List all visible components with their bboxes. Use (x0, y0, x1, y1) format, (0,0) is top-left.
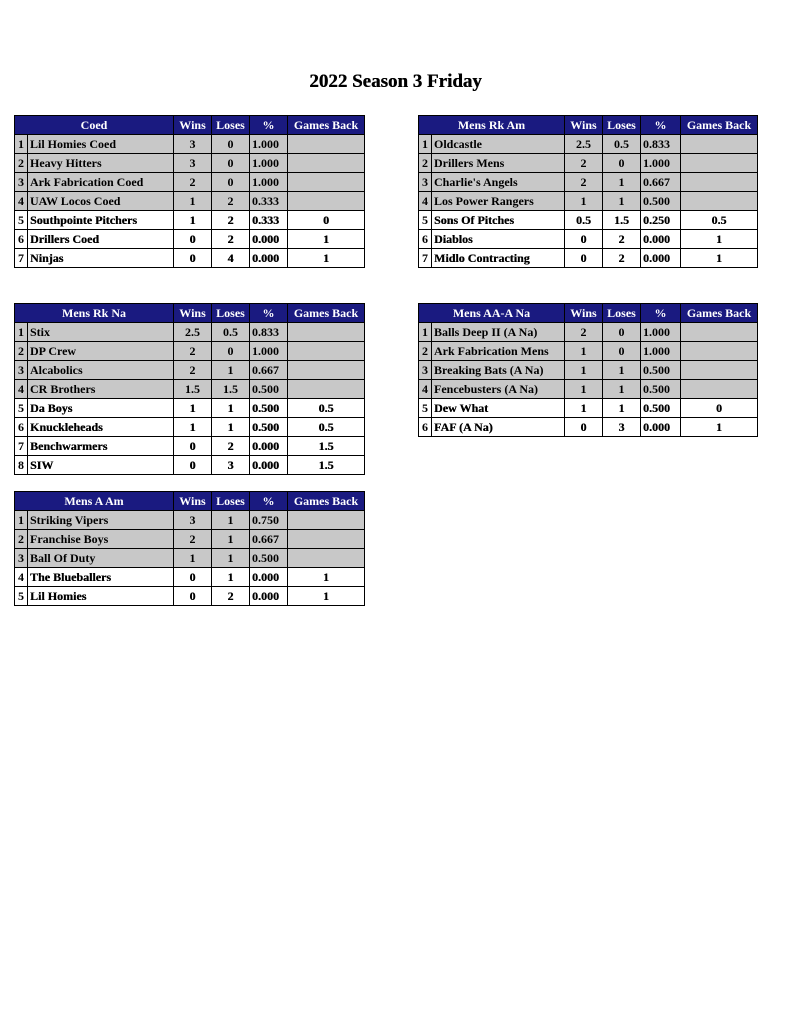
table-row (419, 211, 758, 230)
games-back-cell (288, 135, 365, 154)
team-name-cell: Ark Fabrication Coed (28, 173, 174, 192)
pct-cell: 0.667 (250, 530, 288, 549)
wins-header: Wins (174, 492, 212, 511)
wins-cell: 0 (174, 587, 212, 606)
division-name: Mens AA-A Na (419, 304, 565, 323)
table-row (419, 135, 758, 154)
table-row (419, 323, 758, 342)
loses-header: Loses (212, 116, 250, 135)
pct-cell: 0.500 (641, 399, 681, 418)
wins-cell: 3 (174, 511, 212, 530)
pct-cell: 0.333 (250, 211, 288, 230)
games-back-cell: 0 (288, 211, 365, 230)
team-name-cell: Ball Of Duty (28, 549, 174, 568)
loses-cell: 0 (603, 154, 641, 173)
team-name-cell: Striking Vipers (28, 511, 174, 530)
team-name-cell: Southpointe Pitchers (28, 211, 174, 230)
games-back-cell (288, 361, 365, 380)
pct-cell: 1.000 (250, 154, 288, 173)
rank-cell: 2 (15, 530, 28, 549)
loses-cell: 1 (603, 192, 641, 211)
games-back-cell (681, 361, 758, 380)
loses-cell: 1 (212, 399, 250, 418)
loses-cell: 0 (212, 173, 250, 192)
loses-cell: 1 (212, 568, 250, 587)
table-header-row (15, 304, 365, 323)
rank-cell: 1 (15, 135, 28, 154)
games-back-cell: 0.5 (681, 211, 758, 230)
rank-cell: 1 (15, 511, 28, 530)
pct-cell: 0.000 (250, 230, 288, 249)
pct-cell: 0.500 (250, 418, 288, 437)
wins-cell: 3 (174, 135, 212, 154)
table-row (15, 511, 365, 530)
loses-cell: 0 (212, 135, 250, 154)
games-back-cell: 1 (288, 568, 365, 587)
games-back-header: Games Back (681, 116, 758, 135)
pct-cell: 0.000 (250, 437, 288, 456)
games-back-cell: 0 (681, 399, 758, 418)
table-row (15, 154, 365, 173)
team-name-cell: The Blueballers (28, 568, 174, 587)
wins-header: Wins (565, 116, 603, 135)
table-row (419, 192, 758, 211)
pct-cell: 0.500 (641, 380, 681, 399)
loses-cell: 1 (212, 530, 250, 549)
loses-cell: 0.5 (212, 323, 250, 342)
division-name: Mens Rk Am (419, 116, 565, 135)
team-name-cell: UAW Locos Coed (28, 192, 174, 211)
wins-cell: 2 (565, 323, 603, 342)
pct-cell: 0.333 (250, 192, 288, 211)
wins-cell: 1 (174, 399, 212, 418)
table-row (15, 342, 365, 361)
team-name-cell: Ark Fabrication Mens (432, 342, 565, 361)
standings-table-mens-rk-na (14, 303, 365, 475)
team-name-cell: Da Boys (28, 399, 174, 418)
rank-cell: 2 (419, 154, 432, 173)
pct-header: % (250, 492, 288, 511)
page-title: 2022 Season 3 Friday (309, 71, 482, 92)
pct-cell: 0.000 (250, 249, 288, 268)
team-name-cell: Charlie's Angels (432, 173, 565, 192)
rank-cell: 7 (419, 249, 432, 268)
loses-cell: 1 (603, 399, 641, 418)
wins-cell: 2 (174, 173, 212, 192)
wins-cell: 0 (174, 230, 212, 249)
team-name-cell: Fencebusters (A Na) (432, 380, 565, 399)
games-back-header: Games Back (288, 116, 365, 135)
team-name-cell: Alcabolics (28, 361, 174, 380)
table-header-row (419, 116, 758, 135)
team-name-cell: Midlo Contracting (432, 249, 565, 268)
division-name: Mens A Am (15, 492, 174, 511)
table-header-row (15, 116, 365, 135)
rank-cell: 5 (15, 399, 28, 418)
table-row (15, 192, 365, 211)
games-back-cell (288, 154, 365, 173)
loses-cell: 0 (212, 342, 250, 361)
wins-cell: 2.5 (565, 135, 603, 154)
games-back-cell: 0.5 (288, 418, 365, 437)
team-name-cell: Los Power Rangers (432, 192, 565, 211)
games-back-cell (681, 192, 758, 211)
pct-header: % (641, 304, 681, 323)
table-row (15, 249, 365, 268)
games-back-cell: 1.5 (288, 437, 365, 456)
games-back-header: Games Back (288, 492, 365, 511)
rank-cell: 4 (15, 568, 28, 587)
wins-cell: 0.5 (565, 211, 603, 230)
pct-cell: 0.500 (250, 380, 288, 399)
wins-cell: 1 (565, 380, 603, 399)
table-row (15, 173, 365, 192)
wins-cell: 2 (174, 342, 212, 361)
standings-table-mens-aa-a-na (418, 303, 758, 437)
rank-cell: 6 (15, 230, 28, 249)
standings-table-mens-rk-am (418, 115, 758, 268)
pct-cell: 0.000 (641, 418, 681, 437)
pct-cell: 1.000 (250, 342, 288, 361)
team-name-cell: Benchwarmers (28, 437, 174, 456)
table-row (419, 380, 758, 399)
rank-cell: 7 (15, 437, 28, 456)
games-back-cell (681, 342, 758, 361)
wins-cell: 0 (565, 418, 603, 437)
loses-cell: 2 (603, 249, 641, 268)
rank-cell: 3 (15, 173, 28, 192)
wins-cell: 1 (174, 211, 212, 230)
team-name-cell: Sons Of Pitches (432, 211, 565, 230)
wins-cell: 1 (565, 361, 603, 380)
rank-cell: 1 (419, 135, 432, 154)
table-row (15, 418, 365, 437)
pct-cell: 0.667 (250, 361, 288, 380)
pct-cell: 1.000 (641, 154, 681, 173)
table-header-row (15, 492, 365, 511)
table-row (419, 418, 758, 437)
table-row (15, 456, 365, 475)
team-name-cell: Oldcastle (432, 135, 565, 154)
wins-cell: 1 (174, 192, 212, 211)
team-name-cell: FAF (A Na) (432, 418, 565, 437)
games-back-cell: 1 (681, 249, 758, 268)
games-back-cell (681, 135, 758, 154)
games-back-cell: 0.5 (288, 399, 365, 418)
loses-cell: 1 (603, 380, 641, 399)
loses-cell: 2 (212, 587, 250, 606)
rank-cell: 5 (15, 587, 28, 606)
table-row (15, 323, 365, 342)
wins-cell: 0 (174, 249, 212, 268)
pct-cell: 0.000 (250, 456, 288, 475)
table-row (15, 380, 365, 399)
loses-cell: 1 (212, 549, 250, 568)
table-row (15, 437, 365, 456)
games-back-cell: 1 (681, 418, 758, 437)
table-row (419, 154, 758, 173)
rank-cell: 1 (419, 323, 432, 342)
loses-cell: 2 (212, 211, 250, 230)
loses-cell: 1 (212, 418, 250, 437)
rank-cell: 3 (15, 361, 28, 380)
table-header-row (419, 304, 758, 323)
rank-cell: 1 (15, 323, 28, 342)
wins-cell: 2 (174, 530, 212, 549)
rank-cell: 4 (419, 380, 432, 399)
loses-cell: 4 (212, 249, 250, 268)
team-name-cell: Drillers Coed (28, 230, 174, 249)
loses-cell: 2 (603, 230, 641, 249)
games-back-cell: 1.5 (288, 456, 365, 475)
wins-cell: 0 (174, 568, 212, 587)
games-back-cell (681, 380, 758, 399)
pct-header: % (250, 304, 288, 323)
pct-cell: 0.500 (641, 192, 681, 211)
table-row (419, 399, 758, 418)
table-row (419, 361, 758, 380)
wins-cell: 1 (174, 549, 212, 568)
wins-cell: 2.5 (174, 323, 212, 342)
games-back-cell (681, 154, 758, 173)
team-name-cell: DP Crew (28, 342, 174, 361)
rank-cell: 4 (15, 380, 28, 399)
wins-cell: 2 (565, 154, 603, 173)
games-back-cell (681, 173, 758, 192)
table-row (15, 230, 365, 249)
wins-header: Wins (565, 304, 603, 323)
pct-cell: 0.750 (250, 511, 288, 530)
loses-header: Loses (212, 492, 250, 511)
games-back-header: Games Back (681, 304, 758, 323)
table-row (419, 173, 758, 192)
rank-cell: 6 (15, 418, 28, 437)
pct-cell: 0.000 (641, 230, 681, 249)
pct-header: % (641, 116, 681, 135)
wins-cell: 1 (174, 418, 212, 437)
rank-cell: 3 (419, 361, 432, 380)
games-back-cell: 1 (288, 249, 365, 268)
wins-cell: 1 (565, 342, 603, 361)
rank-cell: 6 (419, 418, 432, 437)
games-back-cell (681, 323, 758, 342)
wins-cell: 0 (565, 249, 603, 268)
rank-cell: 3 (419, 173, 432, 192)
division-name: Mens Rk Na (15, 304, 174, 323)
rank-cell: 2 (419, 342, 432, 361)
team-name-cell: Dew What (432, 399, 565, 418)
wins-cell: 3 (174, 154, 212, 173)
loses-cell: 2 (212, 230, 250, 249)
rank-cell: 3 (15, 549, 28, 568)
table-row (15, 135, 365, 154)
pct-cell: 0.500 (250, 549, 288, 568)
pct-cell: 0.000 (641, 249, 681, 268)
pct-cell: 0.833 (250, 323, 288, 342)
loses-cell: 0 (212, 154, 250, 173)
games-back-cell (288, 173, 365, 192)
pct-cell: 0.000 (250, 568, 288, 587)
loses-cell: 1 (603, 173, 641, 192)
rank-cell: 5 (15, 211, 28, 230)
loses-cell: 1.5 (212, 380, 250, 399)
rank-cell: 8 (15, 456, 28, 475)
games-back-cell (288, 342, 365, 361)
games-back-cell (288, 549, 365, 568)
pct-cell: 0.250 (641, 211, 681, 230)
loses-cell: 0.5 (603, 135, 641, 154)
rank-cell: 7 (15, 249, 28, 268)
loses-cell: 1 (212, 511, 250, 530)
loses-cell: 2 (212, 437, 250, 456)
table-row (419, 342, 758, 361)
wins-header: Wins (174, 116, 212, 135)
wins-cell: 0 (565, 230, 603, 249)
loses-cell: 0 (603, 323, 641, 342)
games-back-cell (288, 511, 365, 530)
table-row (15, 399, 365, 418)
pct-cell: 1.000 (250, 173, 288, 192)
loses-cell: 1 (603, 361, 641, 380)
games-back-cell (288, 380, 365, 399)
pct-cell: 0.500 (250, 399, 288, 418)
games-back-cell: 1 (288, 587, 365, 606)
loses-cell: 1 (212, 361, 250, 380)
games-back-cell (288, 530, 365, 549)
games-back-cell (288, 323, 365, 342)
team-name-cell: Stix (28, 323, 174, 342)
table-row (15, 361, 365, 380)
rank-cell: 2 (15, 342, 28, 361)
rank-cell: 2 (15, 154, 28, 173)
rank-cell: 4 (15, 192, 28, 211)
wins-cell: 2 (565, 173, 603, 192)
team-name-cell: Lil Homies Coed (28, 135, 174, 154)
wins-cell: 0 (174, 456, 212, 475)
standings-table-coed (14, 115, 365, 268)
team-name-cell: Diablos (432, 230, 565, 249)
team-name-cell: Breaking Bats (A Na) (432, 361, 565, 380)
wins-header: Wins (174, 304, 212, 323)
loses-cell: 2 (212, 192, 250, 211)
division-name: Coed (15, 116, 174, 135)
pct-cell: 0.500 (641, 361, 681, 380)
team-name-cell: CR Brothers (28, 380, 174, 399)
rank-cell: 5 (419, 399, 432, 418)
table-row (15, 530, 365, 549)
wins-cell: 2 (174, 361, 212, 380)
team-name-cell: Heavy Hitters (28, 154, 174, 173)
table-row (15, 568, 365, 587)
team-name-cell: Knuckleheads (28, 418, 174, 437)
games-back-header: Games Back (288, 304, 365, 323)
team-name-cell: Balls Deep II (A Na) (432, 323, 565, 342)
loses-header: Loses (603, 116, 641, 135)
games-back-cell (288, 192, 365, 211)
pct-cell: 0.000 (250, 587, 288, 606)
pct-cell: 0.667 (641, 173, 681, 192)
team-name-cell: Franchise Boys (28, 530, 174, 549)
rank-cell: 6 (419, 230, 432, 249)
loses-header: Loses (603, 304, 641, 323)
table-row (419, 249, 758, 268)
loses-cell: 3 (212, 456, 250, 475)
table-row (15, 587, 365, 606)
pct-cell: 1.000 (250, 135, 288, 154)
wins-cell: 1.5 (174, 380, 212, 399)
games-back-cell: 1 (288, 230, 365, 249)
rank-cell: 4 (419, 192, 432, 211)
loses-cell: 0 (603, 342, 641, 361)
loses-cell: 3 (603, 418, 641, 437)
wins-cell: 1 (565, 399, 603, 418)
wins-cell: 0 (174, 437, 212, 456)
games-back-cell: 1 (681, 230, 758, 249)
pct-cell: 1.000 (641, 323, 681, 342)
loses-cell: 1.5 (603, 211, 641, 230)
rank-cell: 5 (419, 211, 432, 230)
pct-header: % (250, 116, 288, 135)
pct-cell: 1.000 (641, 342, 681, 361)
pct-cell: 0.833 (641, 135, 681, 154)
table-row (15, 549, 365, 568)
standings-table-mens-a-am (14, 491, 365, 606)
table-row (15, 211, 365, 230)
team-name-cell: Drillers Mens (432, 154, 565, 173)
team-name-cell: Ninjas (28, 249, 174, 268)
loses-header: Loses (212, 304, 250, 323)
team-name-cell: SIW (28, 456, 174, 475)
team-name-cell: Lil Homies (28, 587, 174, 606)
wins-cell: 1 (565, 192, 603, 211)
table-row (419, 230, 758, 249)
